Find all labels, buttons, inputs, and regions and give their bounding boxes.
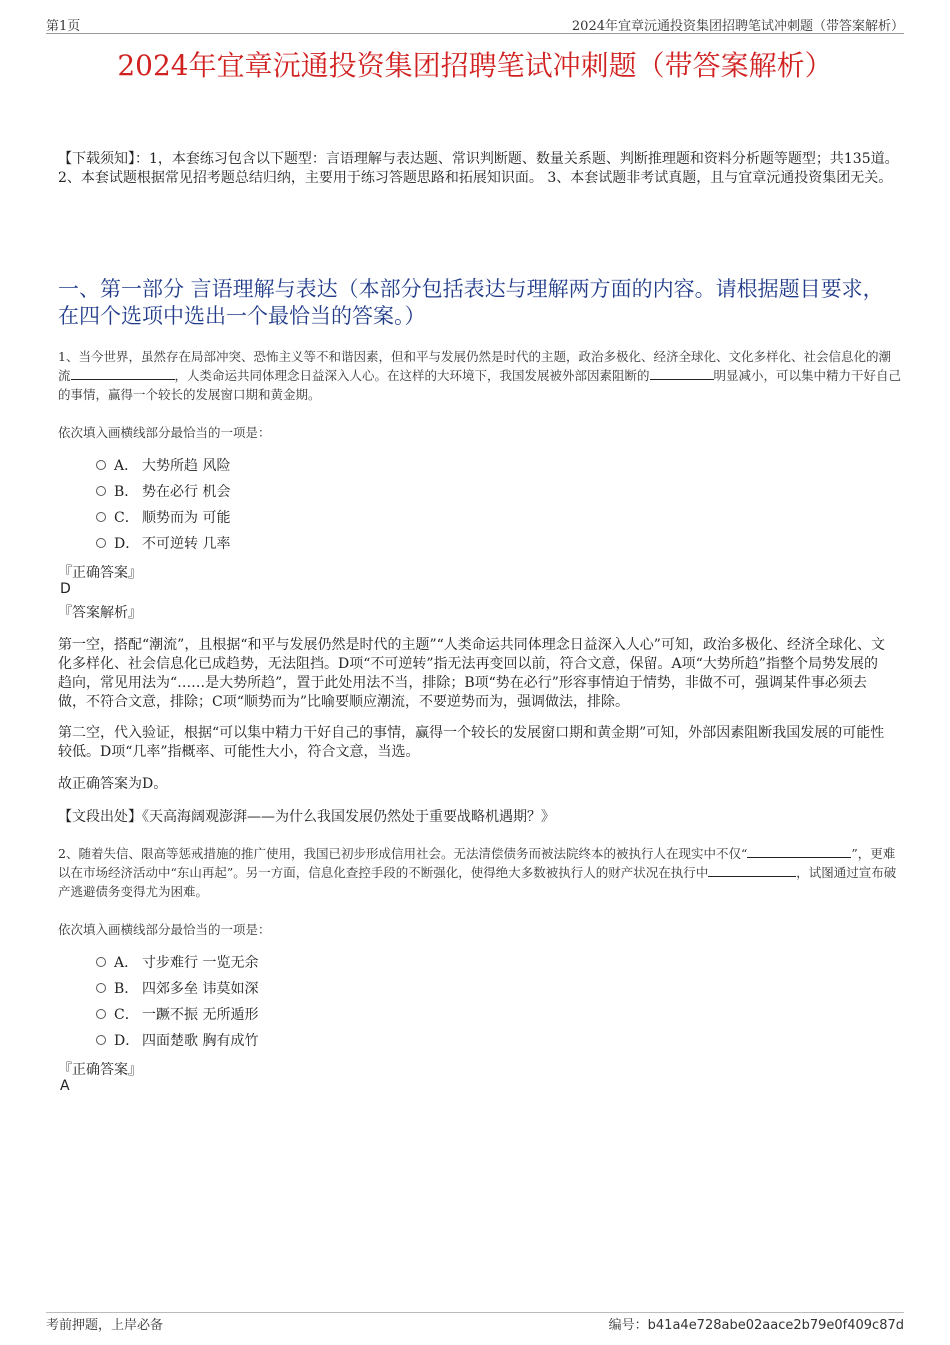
page-number: 第1页: [46, 19, 81, 34]
q2-option-d[interactable]: D． 四面楚歌 胸有成竹: [96, 1031, 258, 1051]
q2-option-b[interactable]: B． 四郊多垒 讳莫如深: [96, 979, 258, 999]
question-2-text: 2、随着失信、限高等惩戒措施的推广使用，我国已初步形成信用社会。无法清偿债务而被法院终本的被执行人在现实中不仅“ ”，更难以在市场经济活动中“东山再起”。另一方面，信息化查控手段的不断强化，使得绝大多数被执行人的财产状况在执行中 ，试图通过宣布破产逃避债务变得尤为困难。: [58, 846, 897, 899]
radio-icon[interactable]: [96, 512, 106, 522]
blank-line: [650, 367, 714, 380]
question-1-prompt: 依次填入画横线部分最恰当的一项是：: [58, 425, 271, 440]
footer-divider: [46, 1312, 904, 1313]
blank-line: [71, 367, 175, 380]
radio-icon[interactable]: [96, 957, 106, 967]
running-title: 2024年宜章沅通投资集团招聘笔试冲刺题（带答案解析）: [571, 19, 904, 34]
passage-source: 【文段出处】《天高海阔观澎湃——为什么我国发展仍然处于重要战略机遇期？》: [58, 809, 555, 825]
q1-option-c[interactable]: C． 顺势而为 可能: [96, 508, 230, 528]
correct-answer-label: 『正确答案』: [58, 1062, 142, 1078]
section-heading: 一、第一部分 言语理解与表达（本部分包括表达与理解两方面的内容。请根据题目要求，在四个选项中选出一个最恰当的答案。）: [58, 277, 884, 328]
radio-icon[interactable]: [96, 460, 106, 470]
blank-line: [708, 864, 796, 877]
footer-slogan: 考前押题，上岸必备: [46, 1318, 164, 1333]
correct-answer-label: 『正确答案』: [58, 565, 142, 581]
header-divider: [46, 33, 904, 34]
radio-icon[interactable]: [96, 1035, 106, 1045]
page-title: 2024年宜章沅通投资集团招聘笔试冲刺题（带答案解析）: [117, 49, 833, 82]
download-notice: 【下载须知】：1，本套练习包含以下题型：言语理解与表达题、常识判断题、数量关系题、判断推理题和资料分析题等题型；共135道。 2、本套试题根据常见招考题总结归纳，主要用于练习答题思路和拓展知识面。 3、本套试题非考试真题，且与宜章沅通投资集团无关。: [58, 151, 899, 186]
radio-icon[interactable]: [96, 486, 106, 496]
correct-answer: D: [60, 581, 71, 597]
document-code: 编号：b41a4e728abe02aace2b79e0f409c87d: [608, 1318, 904, 1333]
q1-option-d[interactable]: D． 不可逆转 几率: [96, 534, 230, 554]
question-2-prompt: 依次填入画横线部分最恰当的一项是：: [58, 922, 271, 937]
q1-option-b[interactable]: B． 势在必行 机会: [96, 482, 230, 502]
radio-icon[interactable]: [96, 538, 106, 548]
correct-answer: A: [60, 1078, 70, 1094]
q2-option-a[interactable]: A． 寸步难行 一览无余: [96, 953, 258, 973]
analysis-conclusion: 故正确答案为D。: [58, 776, 168, 792]
radio-icon[interactable]: [96, 983, 106, 993]
analysis-label: 『答案解析』: [58, 605, 142, 621]
radio-icon[interactable]: [96, 1009, 106, 1019]
question-1-text: 1、当今世界，虽然存在局部冲突、恐怖主义等不和谐因素，但和平与发展仍然是时代的主题，政治多极化、经济全球化、文化多样化、社会信息化的潮流 ，人类命运共同体理念日益深入人心。在这样的大环境下，我国发展被外部因素阻断的 明显减小，可以集中精力干好自己的事情，赢得一个较长的发展窗口期和黄金期。: [58, 349, 902, 402]
q1-option-a[interactable]: A． 大势所趋 风险: [96, 456, 230, 476]
q2-option-c[interactable]: C． 一蹶不振 无所遁形: [96, 1005, 258, 1025]
analysis-paragraph-2: 第二空，代入验证，根据“可以集中精力干好自己的事情，赢得一个较长的发展窗口期和黄金期”可知，外部因素阻断我国发展的可能性较低。D项“几率”指概率、可能性大小，符合文意，当选。: [58, 725, 885, 760]
blank-line: [747, 845, 851, 858]
analysis-paragraph-1: 第一空，搭配“潮流”，且根据“和平与发展仍然是时代的主题”“人类命运共同体理念日益深入人心”可知，政治多极化、经济全球化、文化多样化、社会信息化已成趋势，无法阻挡。D项“不可逆转”指无法再变回以前，符合文意，保留。A项“大势所趋”指整个局势发展的趋向，常见用法为“……是大势所趋”，置于此处用法不当，排除；B项“势在必行”形容事情迫于情势，非做不可，强调某件事必须去做，不符合文意，排除；C项“顺势而为”比喻要顺应潮流，不要逆势而为，强调做法，排除。: [58, 637, 885, 710]
